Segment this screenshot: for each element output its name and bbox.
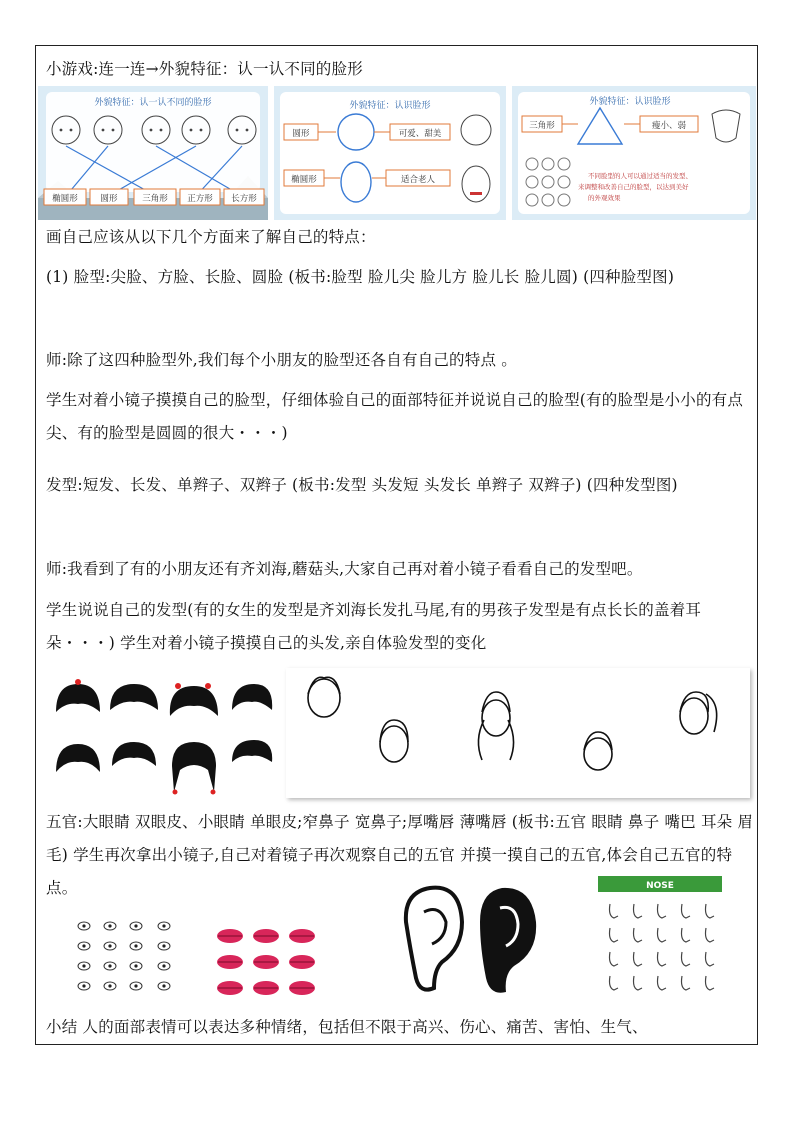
slide1-box-2: 圆形 [100, 194, 118, 204]
paragraph-8: 五官:大眼睛 双眼皮、小眼睛 单眼皮;窄鼻子 宽鼻子;厚嘴唇 薄嘴唇 (板书:五官 眼睛 鼻子 嘴巴 耳朵 眉毛) 学生再次拿出小镜子,自己对着镜子再次观察自己的五官 并摸一摸自己的五官,体会自己五官的特点。 [46, 813, 754, 897]
slide3-note-2: 来调整和改善自己的脸型，以达到美好 [578, 183, 689, 191]
game-heading: 小游戏:连一连→外貌特征：认一认不同的脸形 [46, 60, 363, 78]
hairstyle-grid-image [48, 674, 273, 800]
lips-image [214, 926, 318, 1000]
noses-image [598, 876, 722, 1000]
slide2-title: 外貌特征：认识脸形 [349, 101, 431, 111]
document-frame [35, 45, 758, 1045]
slide2-row1-right: 可爱、甜美 [398, 129, 442, 139]
slide-face-triangle [512, 86, 756, 220]
ears-image [390, 878, 546, 1000]
slide3-right: 瘦小、弱 [651, 121, 687, 131]
slide3-left: 三角形 [529, 121, 555, 131]
paragraph-1: 画自己应该从以下几个方面来了解自己的特点： [46, 228, 376, 246]
slide-face-round-oval [274, 86, 506, 220]
hairstyle-sketch-image [286, 668, 750, 798]
slide3-title: 外貌特征：认识脸形 [589, 97, 671, 107]
paragraph-3: 师:除了这四种脸型外,我们每个小朋友的脸型还各自有自己的特点 。 [46, 351, 517, 369]
slide-face-matching [38, 86, 268, 220]
slide2-row2-left: 椭圆形 [291, 175, 317, 185]
paragraph-7: 学生说说自己的发型(有的女生的发型是齐刘海长发扎马尾,有的男孩子发型是有点长长的盖着耳朵・・・) 学生对着小镜子摸摸自己的头发,亲自体验发型的变化 [46, 601, 702, 652]
eyes-image [74, 916, 186, 1002]
nose-label: NOSE [646, 881, 674, 891]
paragraph-4: 学生对着小镜子摸摸自己的脸型，仔细体验自己的面部特征并说说自己的脸型(有的脸型是小小的有点尖、有的脸型是圆圆的很大・・・) [46, 391, 744, 442]
slide1-box-4: 正方形 [187, 194, 213, 204]
slide2-row2-right: 适合老人 [400, 175, 436, 185]
paragraph-5: 发型:短发、长发、单辫子、双辫子 (板书:发型 头发短 头发长 单辫子 双辫子) (四种发型图) [46, 476, 678, 494]
slide1-box-5: 长方形 [231, 194, 257, 204]
paragraph-2: (1) 脸型:尖脸、方脸、长脸、圆脸 (板书:脸型 脸儿尖 脸儿方 脸儿长 脸儿圆) (四种脸型图) [46, 268, 675, 286]
slide1-title: 外貌特征：认一认不同的脸形 [94, 98, 212, 108]
slide3-note-3: 的外观效果 [588, 194, 621, 202]
slide1-box-3: 三角形 [142, 194, 168, 204]
paragraph-9: 小结 人的面部表情可以表达多种情绪，包括但不限于高兴、伤心、痛苦、害怕、生气、 [46, 1018, 648, 1036]
slide1-box-1: 椭圆形 [52, 194, 78, 204]
slide3-note-1: 不同脸型的人可以通过适当的发型、 [588, 172, 692, 180]
paragraph-6: 师:我看到了有的小朋友还有齐刘海,蘑菇头,大家自己再对着小镜子看看自己的发型吧。 [46, 560, 643, 578]
slide2-row1-left: 圆形 [292, 129, 310, 139]
